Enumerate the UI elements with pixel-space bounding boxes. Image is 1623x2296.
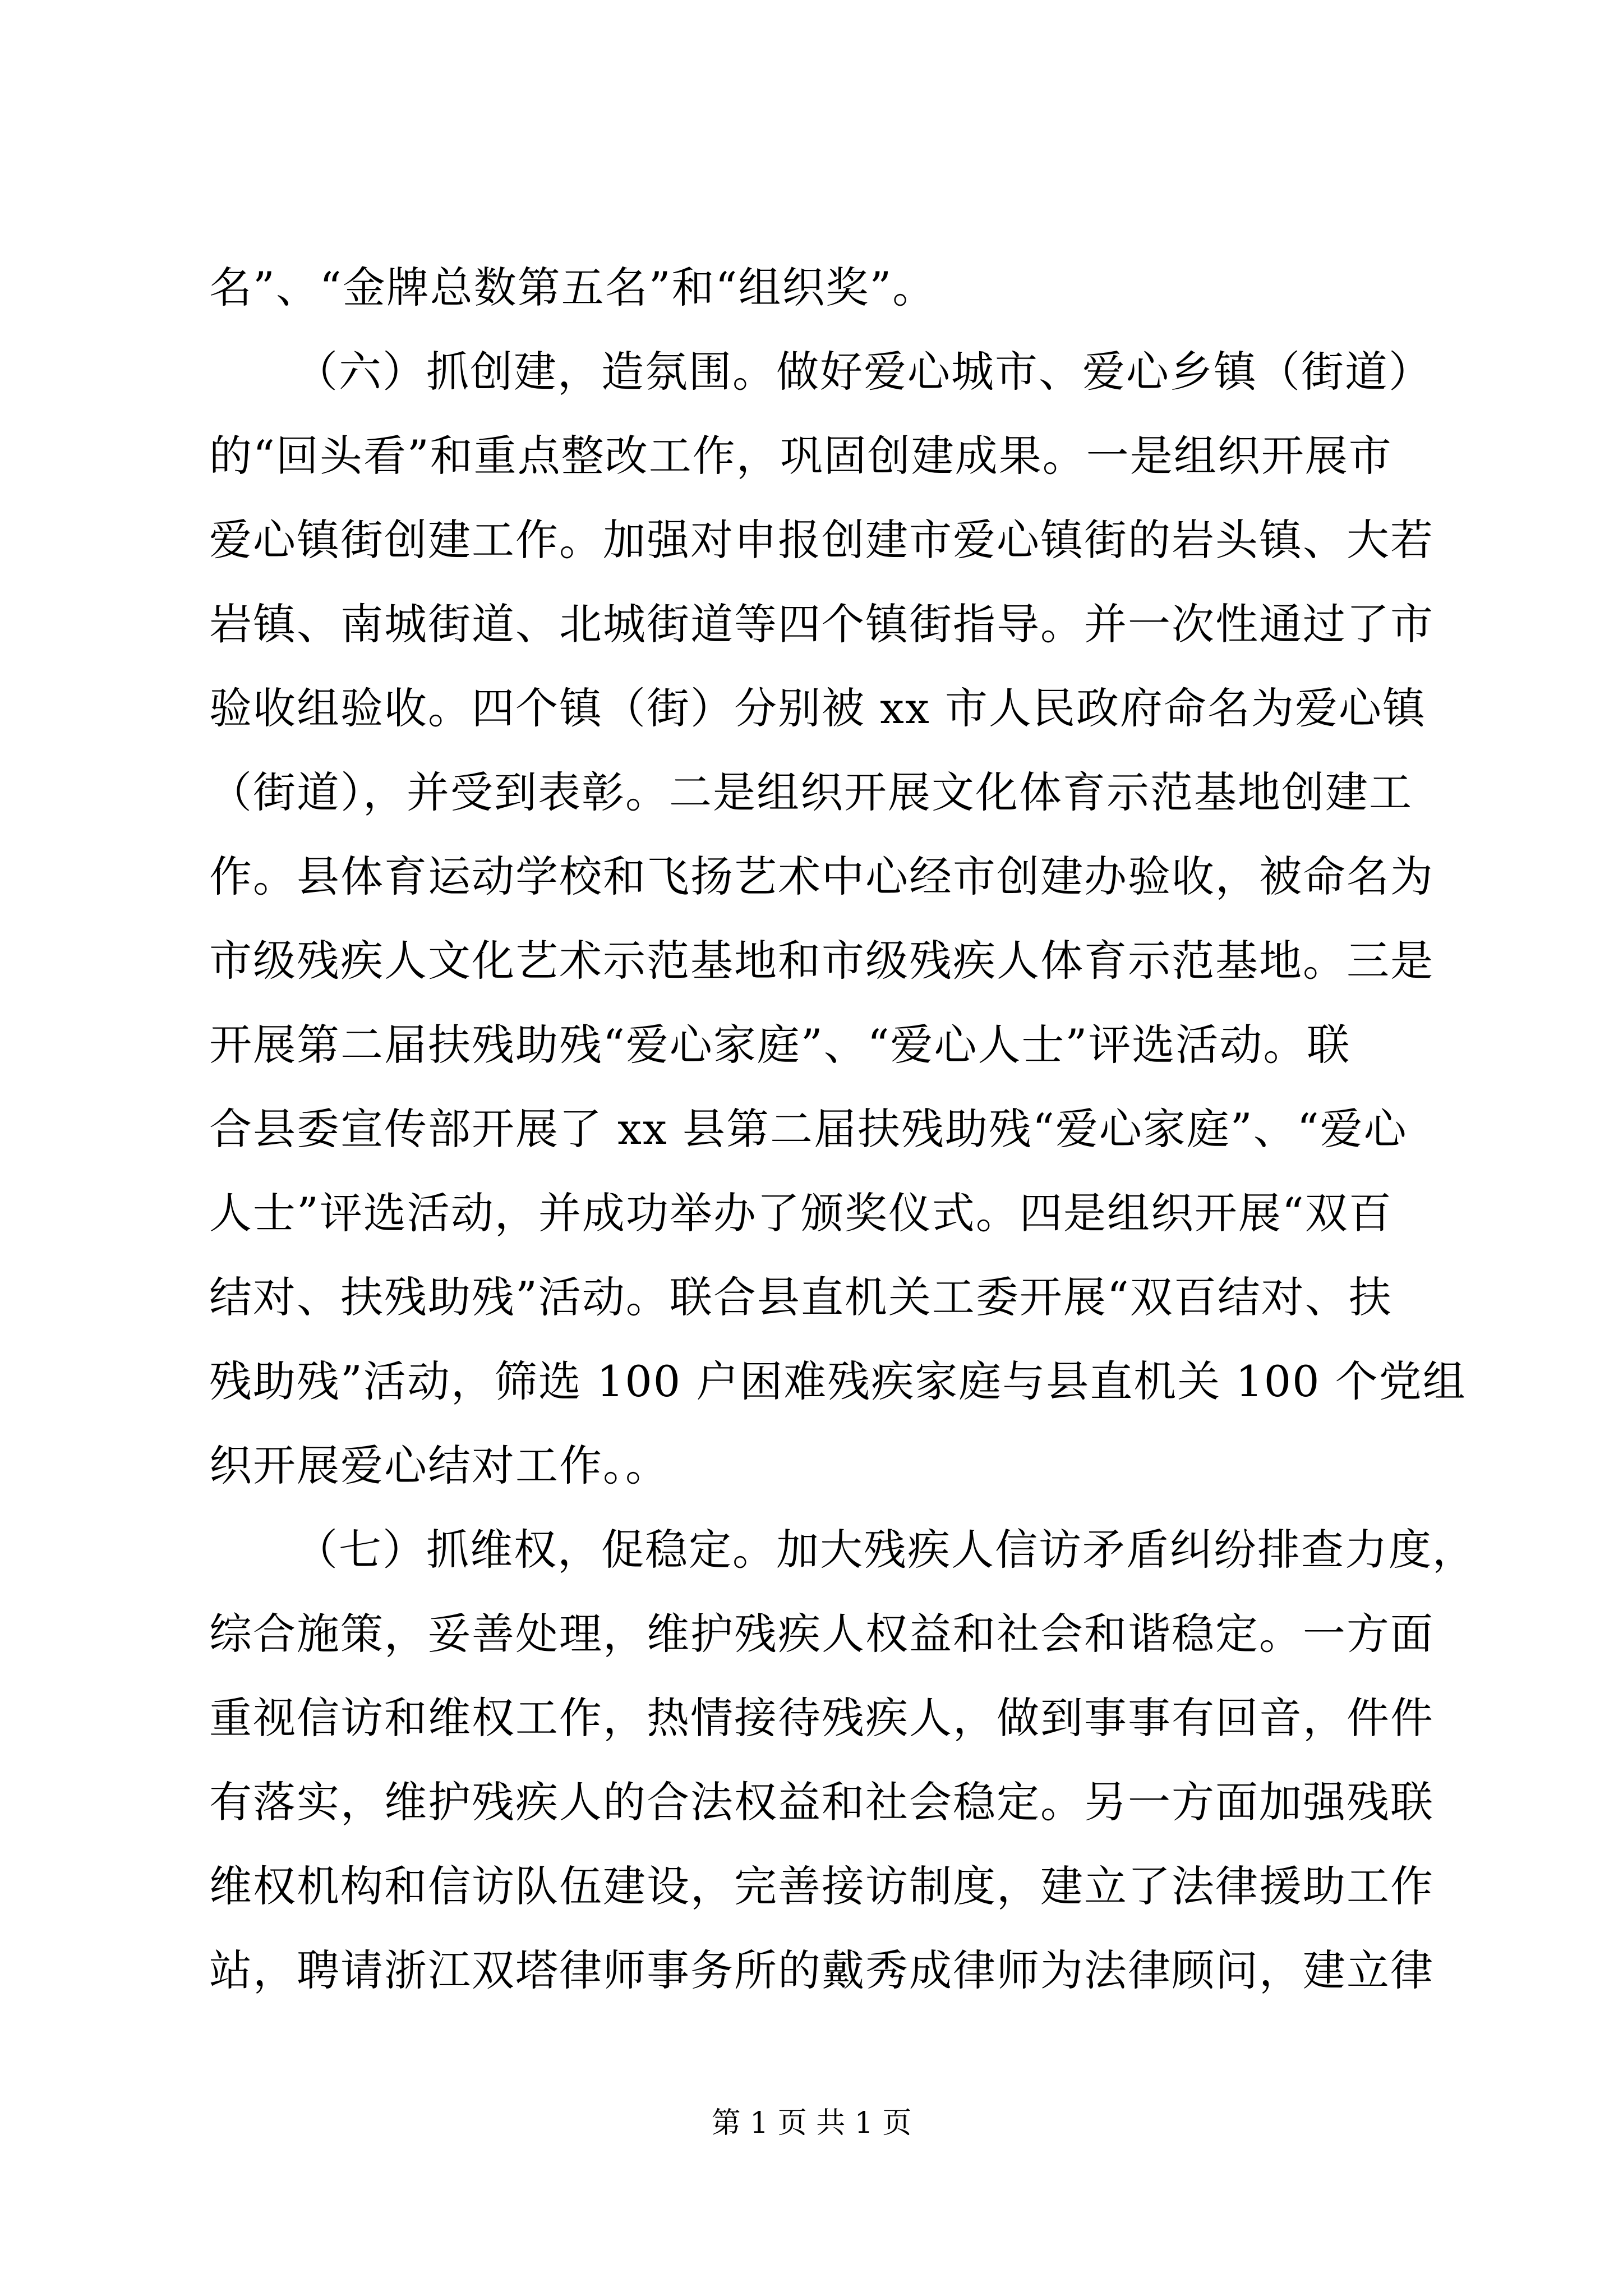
text-line-19: 有落实，维护残疾人的合法权益和社会稳定。另一方面加强残联: [209, 1777, 1434, 1827]
paragraph-7-heading-line: （七）抓维权，促稳定。加大残疾人信访矛盾纠纷排查力度，: [295, 1525, 1476, 1575]
text-line-15: 织开展爱心结对工作。。: [209, 1441, 669, 1490]
text-line-5: 岩镇、南城街道、北城街道等四个镇街指导。并一次性通过了市: [209, 599, 1434, 649]
text-line-17: 综合施策，妥善处理，维护残疾人权益和社会和谐稳定。一方面: [209, 1609, 1434, 1659]
text-line-1: 名”、“金牌总数第五名”和“组织奖”。: [209, 263, 937, 312]
page-footer: 第 1 页 共 1 页: [711, 2106, 912, 2140]
text-line-12: 人士”评选活动，并成功举办了颁奖仪式。四是组织开展“双百: [209, 1188, 1393, 1238]
text-line-6: 验收组验收。四个镇（街）分别被 xx 市人民政府命名为爱心镇: [209, 683, 1427, 733]
text-line-18: 重视信访和维权工作，热情接待残疾人，做到事事有回音，件件: [209, 1693, 1434, 1743]
text-line-9: 市级残疾人文化艺术示范基地和市级残疾人体育示范基地。三是: [209, 936, 1434, 986]
text-line-4: 爱心镇街创建工作。加强对申报创建市爱心镇街的岩头镇、大若: [209, 515, 1434, 565]
text-line-14: 残助残”活动，筛选 100 户困难残疾家庭与县直机关 100 个党组: [209, 1356, 1467, 1406]
text-line-10: 开展第二届扶残助残“爱心家庭”、“爱心人士”评选活动。联: [209, 1020, 1351, 1070]
text-line-7: （街道），并受到表彰。二是组织开展文化体育示范基地创建工: [209, 767, 1413, 817]
text-line-13: 结对、扶残助残”活动。联合县直机关工委开展“双百结对、扶: [209, 1272, 1393, 1322]
text-line-21: 站，聘请浙江双塔律师事务所的戴秀成律师为法律顾问，建立律: [209, 1945, 1434, 1995]
text-line-20: 维权机构和信访队伍建设，完善接访制度，建立了法律援助工作: [209, 1861, 1434, 1911]
paragraph-6-heading-line: （六）抓创建，造氛围。做好爱心城市、爱心乡镇（街道）: [295, 347, 1432, 397]
text-line-11: 合县委宣传部开展了 xx 县第二届扶残助残“爱心家庭”、“爱心: [209, 1104, 1408, 1154]
text-line-3: 的“回头看”和重点整改工作，巩固创建成果。一是组织开展市: [209, 431, 1393, 481]
text-line-8: 作。县体育运动学校和飞扬艺术中心经市创建办验收，被命名为: [209, 852, 1434, 901]
